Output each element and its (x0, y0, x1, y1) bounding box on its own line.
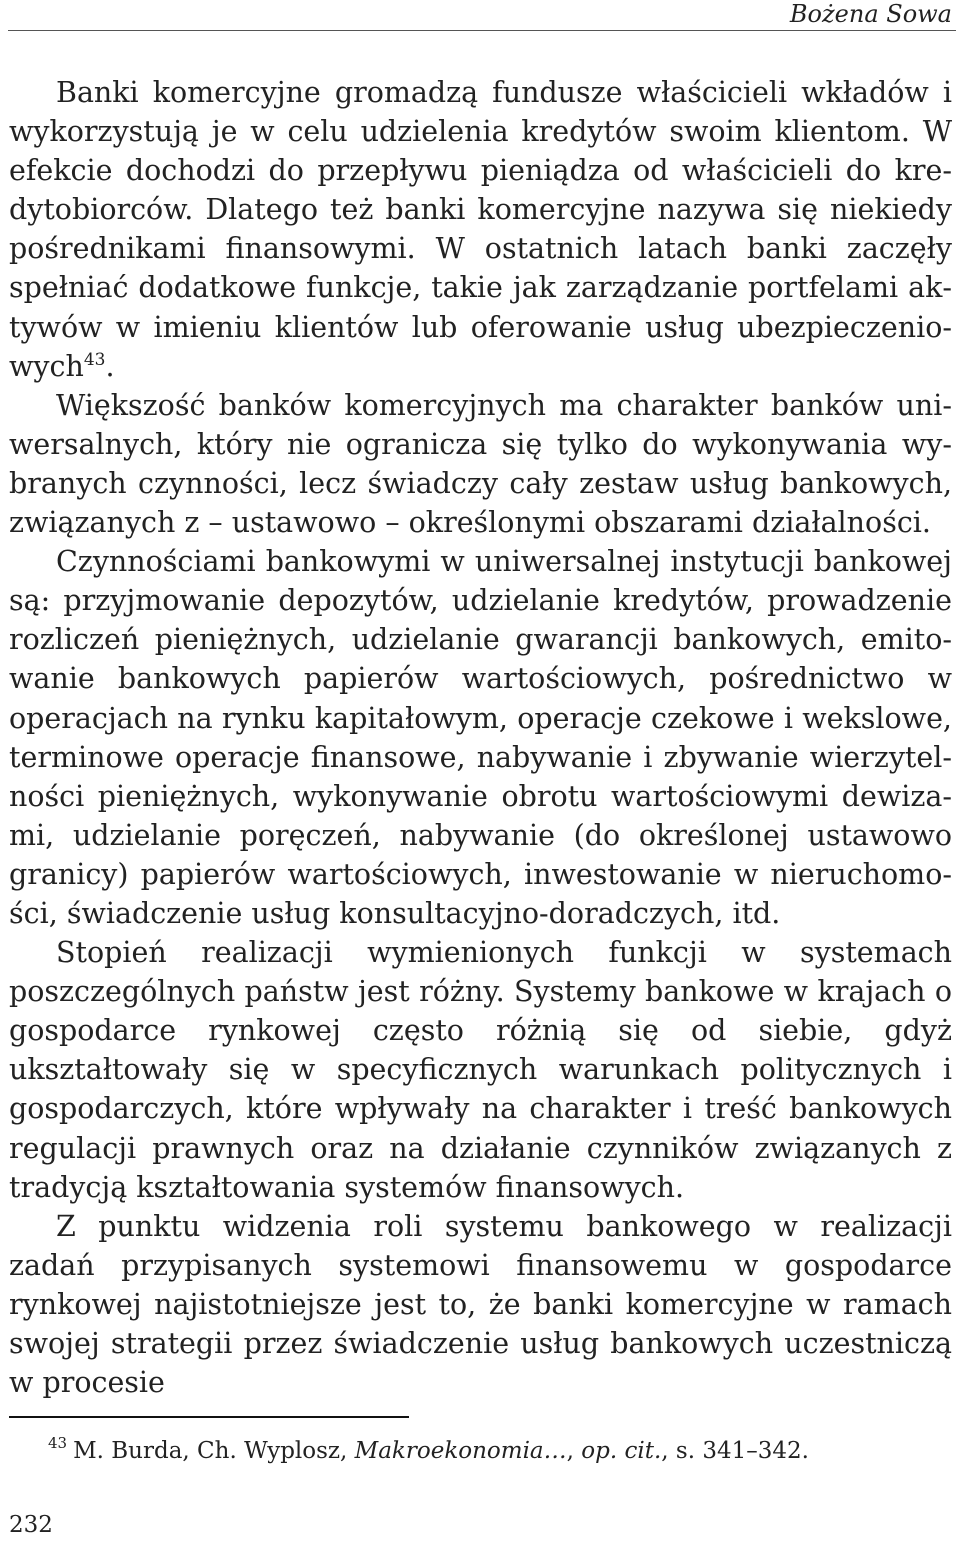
footnote-title: Makroekonomia… (354, 1438, 567, 1464)
paragraph (9, 386, 952, 542)
paragraph (9, 73, 952, 386)
footnote (48, 1436, 809, 1466)
paragraph (9, 1207, 952, 1402)
footnote-authors: M. Burda, Ch. Wyplosz, (73, 1438, 355, 1464)
page-number: 232 (9, 1512, 53, 1538)
paragraph-text: Stopień realizacji wymienionych funkcji w systemach poszczególnych państw jest różny. Systemy bankowe w krajach o gospodarce rynkowej często różnią się od siebie, gdyż ukształtowały się w specyficznych warunkach politycznych i gospodarczych, które wpływały na charakter i treść bankowych regulacji prawnych oraz na działanie czynników związanych z tradycją kształtowania systemów finansowych. (9, 936, 952, 1204)
running-header-author: Bożena Sowa (789, 0, 952, 28)
paragraph-text: Banki komercyjne gromadzą fundusze właścicieli wkładów i wykorzystują je w celu udzielenia kredytów swoim klientom. W efekcie dochodzi do przepływu pieniądza od właścicieli do kredytobiorców. Dlatego też banki komercyjne nazywa się niekiedy pośrednikami finansowymi. W ostatnich latach banki zaczęły spełniać dodatkowe funkcje, takie jak zarządzanie portfelami aktywów w imieniu klientów lub oferowanie usług ubezpieczeniowych (9, 76, 952, 383)
paragraph (9, 542, 952, 933)
footnote-pages: , s. 341–342. (661, 1438, 809, 1464)
paragraph-text: Większość banków komercyjnych ma charakter banków uniwersalnych, który nie ogranicza się tylko do wykonywania wybranych czynności, lecz świadczy cały zestaw usług bankowych, związanych z – ustawowo – określonymi obszarami działalności. (9, 388, 952, 540)
paragraph-text-tail: . (105, 349, 115, 383)
footnote-number: 43 (48, 1434, 68, 1453)
paragraph (9, 933, 952, 1207)
footnote-op-cit: op. cit. (581, 1438, 662, 1464)
paragraph-text: Czynnościami bankowymi w uniwersalnej instytucji bankowej są: przyjmowanie depozytów, udzielanie kredytów, prowadzenie rozliczeń pieniężnych, udzielanie gwarancji bankowych, emitowanie bankowych papierów wartościowych, pośrednictwo w operacjach na rynku kapitałowym, operacje czekowe i wekslowe, terminowe operacje finansowe, nabywanie i zbywanie wierzytelności pieniężnych, wykonywanie obrotu wartościowymi dewizami, udzielanie poręczeń, nabywanie (do określonej ustawowo granicy) papierów wartościowych, inwestowanie w nieruchomości, świadczenie usług konsultacyjno-doradczych, itd. (9, 545, 952, 930)
footnote-rule (9, 1416, 409, 1418)
paragraph-text: Z punktu widzenia roli systemu bankowego w realizacji zadań przypisanych systemowi finansowemu w gospodarce rynkowej najistotniejsze jest to, że banki komercyjne w ramach swojej strategii przez świadczenie usług bankowych uczestniczą w procesie (9, 1209, 952, 1400)
body-text (9, 73, 952, 1402)
footnote-reference[interactable]: 43 (83, 349, 106, 370)
header-rule (8, 30, 956, 31)
footnote-separator: , (566, 1438, 582, 1464)
